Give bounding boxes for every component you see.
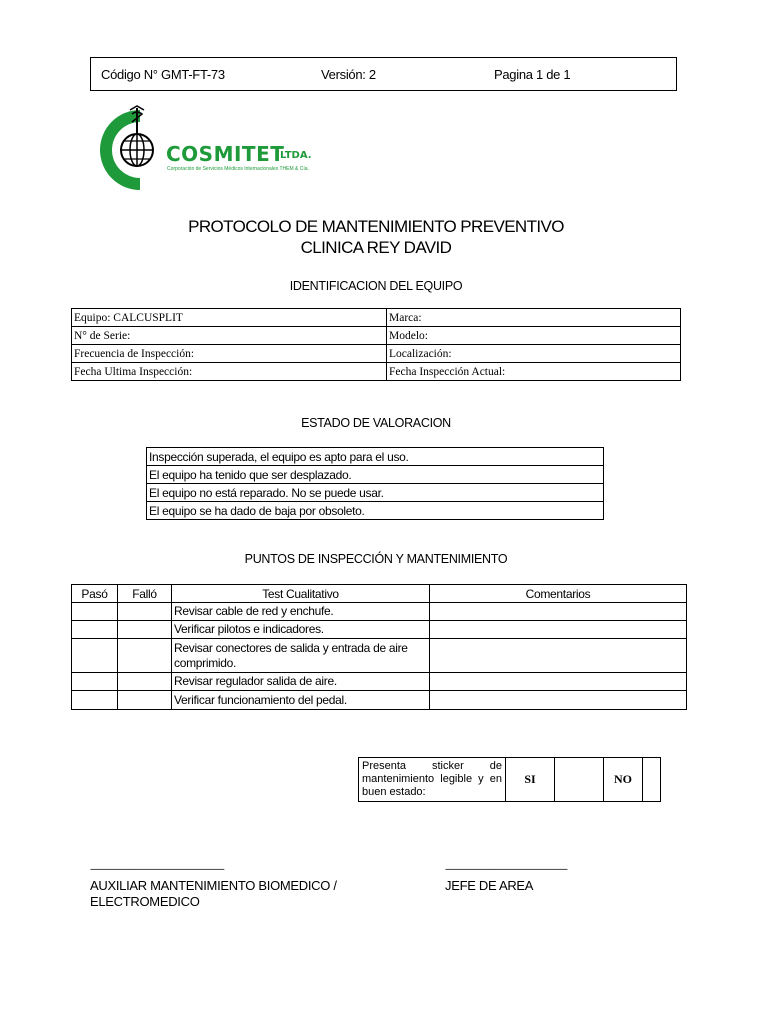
failed-cell[interactable] bbox=[118, 639, 172, 673]
last-inspection-date-cell: Fecha Ultima Inspección: bbox=[72, 363, 387, 381]
cosmitet-logo bbox=[100, 104, 330, 196]
status-option: El equipo ha tenido que ser desplazado. bbox=[147, 466, 604, 484]
table-row bbox=[359, 758, 661, 802]
column-header-comments: Comentarios bbox=[430, 585, 687, 603]
puntos-heading: PUNTOS DE INSPECCIÓN Y MANTENIMIENTO bbox=[244, 552, 508, 566]
passed-cell[interactable] bbox=[72, 673, 118, 691]
signature-line-right: ------------------------------------------------------------- bbox=[445, 864, 567, 874]
valuation-status-table bbox=[146, 447, 604, 520]
table-row bbox=[147, 484, 604, 502]
sticker-no-label: NO bbox=[604, 758, 643, 802]
equipment-identification-table bbox=[71, 308, 681, 381]
sticker-no-checkbox[interactable] bbox=[643, 758, 661, 802]
logo-tagline: Corporación de Servicios Médicos Internacionales THEM & Cía. bbox=[167, 166, 309, 172]
column-header-qualitative-test: Test Cualitativo bbox=[172, 585, 430, 603]
table-row bbox=[72, 639, 687, 673]
status-option: Inspección superada, el equipo es apto para el uso. bbox=[147, 448, 604, 466]
logo-brand-name: COSMITET bbox=[166, 142, 285, 166]
sticker-si-checkbox[interactable] bbox=[555, 758, 604, 802]
test-cell: Verificar funcionamiento del pedal. bbox=[172, 691, 430, 710]
comments-cell[interactable] bbox=[430, 691, 687, 710]
table-row bbox=[72, 309, 681, 327]
protocol-title: PROTOCOLO DE MANTENIMIENTO PREVENTIVO bbox=[188, 217, 564, 236]
estado-heading: ESTADO DE VALORACION bbox=[301, 416, 451, 430]
table-row bbox=[72, 603, 687, 621]
current-inspection-date-cell: Fecha Inspección Actual: bbox=[387, 363, 681, 381]
table-row bbox=[72, 345, 681, 363]
brand-cell: Marca: bbox=[387, 309, 681, 327]
passed-cell[interactable] bbox=[72, 603, 118, 621]
table-row bbox=[72, 621, 687, 639]
comments-cell[interactable] bbox=[430, 673, 687, 691]
serial-number-cell: N° de Serie: bbox=[72, 327, 387, 345]
passed-cell[interactable] bbox=[72, 639, 118, 673]
document-version: Versión: 2 bbox=[321, 67, 376, 82]
failed-cell[interactable] bbox=[118, 621, 172, 639]
failed-cell[interactable] bbox=[118, 691, 172, 710]
clinic-title: CLINICA REY DAVID bbox=[300, 238, 452, 257]
table-row bbox=[72, 327, 681, 345]
sticker-si-label: SI bbox=[506, 758, 555, 802]
signature-label-auxiliar: AUXILIAR MANTENIMIENTO BIOMEDICO / ELECTROMEDICO bbox=[90, 878, 337, 909]
column-header-passed: Pasó bbox=[72, 585, 118, 603]
document-header-box bbox=[90, 57, 677, 91]
table-row bbox=[147, 502, 604, 520]
comments-cell[interactable] bbox=[430, 639, 687, 673]
signature-label-jefe: JEFE DE AREA bbox=[445, 878, 534, 893]
failed-cell[interactable] bbox=[118, 673, 172, 691]
location-cell: Localización: bbox=[387, 345, 681, 363]
table-header-row bbox=[72, 585, 687, 603]
equipment-name-cell: Equipo: CALCUSPLIT bbox=[72, 309, 387, 327]
comments-cell[interactable] bbox=[430, 621, 687, 639]
passed-cell[interactable] bbox=[72, 691, 118, 710]
inspection-frequency-cell: Frecuencia de Inspección: bbox=[72, 345, 387, 363]
table-row bbox=[147, 448, 604, 466]
model-cell: Modelo: bbox=[387, 327, 681, 345]
document-code: Código N° GMT-FT-73 bbox=[101, 67, 225, 82]
comments-cell[interactable] bbox=[430, 603, 687, 621]
signature-line-left: ------------------------------------------------------------------- bbox=[90, 864, 224, 874]
inspection-points-table bbox=[71, 584, 687, 710]
status-option: El equipo no está reparado. No se puede usar. bbox=[147, 484, 604, 502]
identificacion-heading: IDENTIFICACION DEL EQUIPO bbox=[289, 279, 463, 293]
test-cell: Verificar pilotos e indicadores. bbox=[172, 621, 430, 639]
passed-cell[interactable] bbox=[72, 621, 118, 639]
sticker-check-table bbox=[358, 757, 661, 802]
test-cell: Revisar regulador salida de aire. bbox=[172, 673, 430, 691]
test-cell: Revisar cable de red y enchufe. bbox=[172, 603, 430, 621]
table-row bbox=[147, 466, 604, 484]
column-header-failed: Falló bbox=[118, 585, 172, 603]
table-row bbox=[72, 363, 681, 381]
test-cell: Revisar conectores de salida y entrada de aire comprimido. bbox=[172, 639, 430, 673]
logo-brand-suffix: LTDA. bbox=[280, 150, 312, 161]
table-row bbox=[72, 691, 687, 710]
document-page-number: Pagina 1 de 1 bbox=[494, 67, 571, 82]
status-option: El equipo se ha dado de baja por obsoleto. bbox=[147, 502, 604, 520]
table-row bbox=[72, 673, 687, 691]
failed-cell[interactable] bbox=[118, 603, 172, 621]
sticker-question: Presenta sticker de mantenimiento legible y en buen estado: bbox=[359, 758, 506, 802]
